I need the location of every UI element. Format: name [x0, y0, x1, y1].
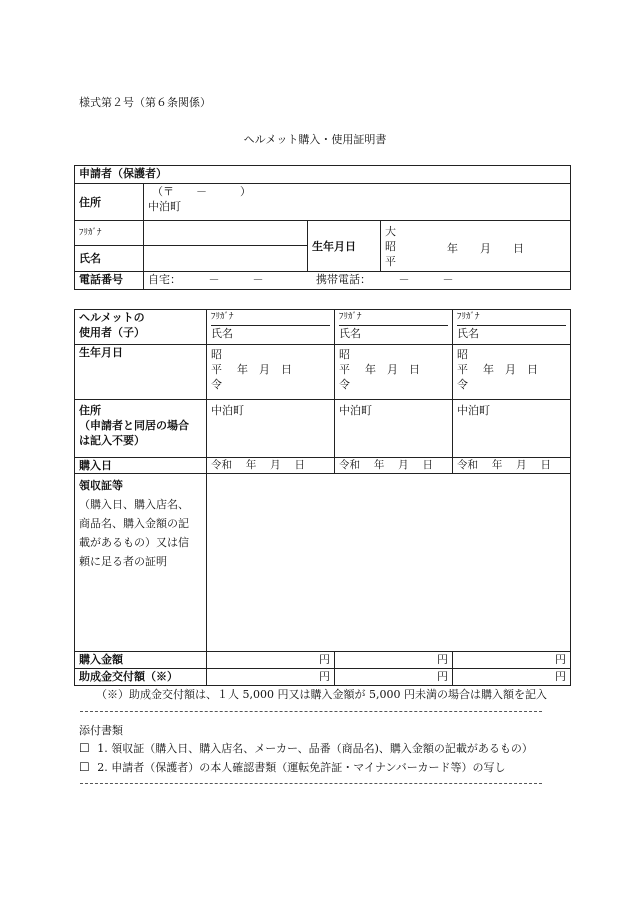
- child-3-era-heisei: 平: [457, 363, 468, 376]
- child-3-era-reiwa: 令: [457, 378, 468, 391]
- child-1-amount[interactable]: 円: [207, 652, 335, 669]
- receipt-label-line2: （購入日、購入店名、: [79, 498, 189, 511]
- applicant-address-label: 住所: [75, 184, 144, 221]
- amount-label: 購入金額: [75, 652, 207, 669]
- applicant-name-label: 氏名: [75, 246, 144, 272]
- child-3-date-units: 年 月 日: [483, 363, 538, 376]
- applicant-town: 中泊町: [148, 200, 181, 213]
- era-heisei: 平: [385, 255, 396, 268]
- children-header-line2: 使用者（子）: [79, 326, 145, 339]
- applicant-address-field[interactable]: [144, 184, 571, 221]
- child-1-date-units: 年 月 日: [237, 363, 292, 376]
- applicant-phone-field[interactable]: [144, 272, 571, 290]
- child-2-town: 中泊町: [339, 404, 372, 417]
- attachment-item-2: [79, 761, 506, 774]
- child-3-purchase-date[interactable]: 令和 年 月 日: [453, 458, 571, 474]
- receipt-label-line1: 領収証等: [79, 479, 123, 492]
- child-3-era-showa: 昭: [457, 348, 468, 361]
- attachment-2-checkbox[interactable]: ☐: [79, 760, 90, 774]
- attachments-heading: 添付書類: [79, 724, 123, 737]
- children-address-label: [75, 400, 207, 458]
- child-1-era-reiwa: 令: [211, 378, 222, 391]
- purchase-date-label: 購入日: [75, 458, 207, 474]
- attachment-item-1: [79, 742, 533, 755]
- applicant-furigana-label: ﾌﾘｶﾞﾅ: [75, 221, 144, 246]
- child-1-era-showa: 昭: [211, 348, 222, 361]
- home-phone: 自宅： － －: [148, 273, 264, 286]
- children-address-label-line2: （申請者と同居の場合: [79, 419, 189, 432]
- attachment-1-text: 1. 領収証（購入日、購入店名、メーカー、品番（商品名)、購入金額の記載があるもの）: [97, 742, 533, 755]
- child-3-name-label: 氏名: [457, 327, 479, 340]
- child-1-furigana: ﾌﾘｶﾞﾅ: [211, 310, 330, 326]
- children-birth-label: 生年月日: [75, 345, 207, 400]
- applicant-birth-label: 生年月日: [308, 221, 381, 272]
- divider-bottom: [80, 783, 542, 784]
- child-1-name-field[interactable]: [207, 310, 335, 345]
- child-3-town: 中泊町: [457, 404, 490, 417]
- child-1-subsidy[interactable]: 円: [207, 669, 335, 686]
- child-3-birth-field[interactable]: [453, 345, 571, 400]
- child-2-amount[interactable]: 円: [335, 652, 453, 669]
- subsidy-label: 助成金交付額（※）: [75, 669, 207, 686]
- mobile-phone: 携帯電話： － －: [316, 273, 454, 286]
- child-1-birth-field[interactable]: [207, 345, 335, 400]
- postal-code-line: （〒 － ）: [152, 185, 251, 198]
- children-header: [75, 310, 207, 345]
- child-2-address-field[interactable]: [335, 400, 453, 458]
- child-1-era-heisei: 平: [211, 363, 222, 376]
- child-2-name-label: 氏名: [339, 327, 361, 340]
- child-1-address-field[interactable]: [207, 400, 335, 458]
- child-1-town: 中泊町: [211, 404, 244, 417]
- child-3-address-field[interactable]: [453, 400, 571, 458]
- child-2-date-units: 年 月 日: [365, 363, 420, 376]
- child-2-birth-field[interactable]: [335, 345, 453, 400]
- applicant-furigana-field[interactable]: [144, 221, 308, 246]
- child-3-name-field[interactable]: [453, 310, 571, 345]
- receipt-attachment-area[interactable]: [207, 474, 571, 652]
- child-3-amount[interactable]: 円: [453, 652, 571, 669]
- child-2-subsidy[interactable]: 円: [335, 669, 453, 686]
- attachment-1-checkbox[interactable]: ☐: [79, 741, 90, 755]
- children-header-line1: ヘルメットの: [79, 311, 145, 324]
- child-2-era-reiwa: 令: [339, 378, 350, 391]
- divider-top: [80, 711, 542, 712]
- child-2-era-heisei: 平: [339, 363, 350, 376]
- child-2-purchase-date[interactable]: 令和 年 月 日: [335, 458, 453, 474]
- subsidy-note: （※）助成金交付額は、１人 5,000 円又は購入金額が 5,000 円未満の場合は購入額を記入: [96, 688, 547, 701]
- receipt-label-line3: 商品名、購入金額の記: [79, 517, 189, 530]
- attachment-2-text: 2. 申請者（保護者）の本人確認書類（運転免許証・マイナンバーカード等）の写し: [97, 761, 506, 774]
- children-address-label-line3: は記入不要）: [79, 434, 145, 447]
- applicant-birth-field[interactable]: [381, 221, 571, 272]
- form-number: 様式第２号（第６条関係）: [79, 96, 211, 109]
- children-table: [74, 309, 571, 686]
- child-3-furigana: ﾌﾘｶﾞﾅ: [457, 310, 566, 326]
- child-1-name-label: 氏名: [211, 327, 233, 340]
- child-2-furigana: ﾌﾘｶﾞﾅ: [339, 310, 448, 326]
- receipt-label-line4: 載があるもの）又は信: [79, 536, 189, 549]
- era-showa: 昭: [385, 240, 396, 253]
- child-2-era-showa: 昭: [339, 348, 350, 361]
- child-3-subsidy[interactable]: 円: [453, 669, 571, 686]
- receipt-label-line5: 頼に足る者の証明: [79, 555, 167, 568]
- applicant-name-field[interactable]: [144, 246, 308, 272]
- receipt-label: [75, 474, 207, 652]
- applicant-section-label: 申請者（保護者）: [75, 166, 571, 184]
- children-address-label-line1: 住所: [79, 404, 101, 417]
- child-1-purchase-date[interactable]: 令和 年 月 日: [207, 458, 335, 474]
- applicant-table: [74, 165, 571, 290]
- child-2-name-field[interactable]: [335, 310, 453, 345]
- applicant-phone-label: 電話番号: [75, 272, 144, 290]
- era-taisho: 大: [385, 225, 396, 238]
- document-title: ヘルメット購入・使用証明書: [243, 133, 387, 146]
- applicant-date-units: 年 月 日: [447, 242, 524, 255]
